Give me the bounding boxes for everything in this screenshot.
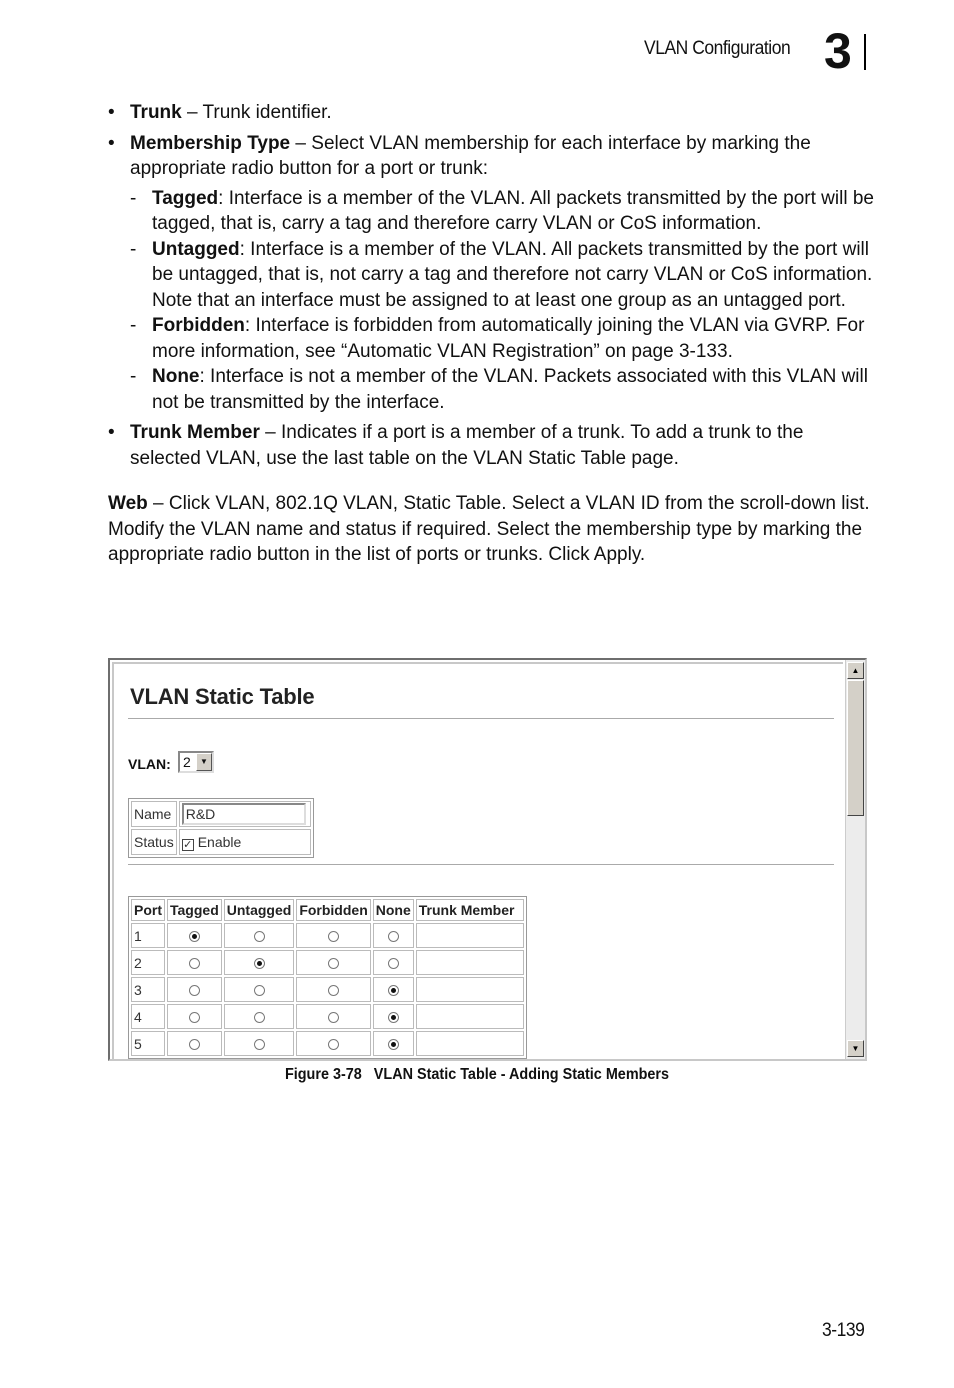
port-cell: 4 [131,1004,165,1029]
radio-forbidden[interactable] [328,958,339,969]
bullet-membership-type [108,131,874,182]
instruction-text: – Click VLAN, 802.1Q VLAN, Static Table. Select a VLAN ID from the scroll-down list. Modify the VLAN name and status if required. Select the membership type by marking the appropriate radio button in the list of ports or trunks. Click Apply. [108,493,870,565]
table-row [131,950,524,975]
col-tagged: Tagged [167,899,222,921]
vlan-label: VLAN: [128,756,171,772]
page-number: 3-139 [822,1320,865,1341]
radio-forbidden[interactable] [328,1039,339,1050]
radio-tagged[interactable] [189,958,200,969]
running-header-title: VLAN Configuration [644,38,791,59]
dash-item-untagged [108,237,874,314]
port-cell: 5 [131,1031,165,1056]
definition: – Trunk identifier. [181,102,332,123]
term: Web [108,493,148,514]
term: Membership Type [130,132,291,154]
membership-cell-forbidden [296,977,370,1002]
status-label: Status [131,829,177,855]
membership-cell-untagged [224,1004,295,1029]
header-rule [864,34,866,70]
membership-cell-tagged [167,1031,222,1056]
trunk-member-cell [416,923,524,948]
scroll-thumb[interactable] [847,680,864,816]
trunk-member-cell [416,950,524,975]
radio-tagged[interactable] [189,985,200,996]
col-port: Port [131,899,165,921]
port-cell: 1 [131,923,165,948]
chapter-number: 3 [824,23,852,79]
term: Trunk Member [130,422,260,443]
port-cell: 2 [131,950,165,975]
term: Untagged [152,238,240,260]
radio-none[interactable] [388,931,399,942]
dash-item-forbidden [108,313,874,364]
status-cell [179,829,311,855]
membership-cell-forbidden [296,923,370,948]
chevron-down-icon[interactable]: ▼ [196,753,212,771]
membership-cell-none [373,1031,414,1056]
body-text [108,100,874,568]
membership-cell-untagged [224,923,295,948]
table-row [131,1031,524,1056]
definition: : Interface is forbidden from automatically joining the VLAN via GVRP. For more information, see “Automatic VLAN Registration” on page 3-133. [152,315,865,362]
radio-forbidden[interactable] [328,985,339,996]
col-trunk-member: Trunk Member [416,899,524,921]
radio-forbidden[interactable] [328,931,339,942]
vlan-static-table-screenshot [108,658,867,1061]
figure-label: Figure 3-78 [284,1066,362,1083]
trunk-member-cell [416,977,524,1002]
vertical-scrollbar[interactable] [845,660,865,1059]
radio-untagged[interactable] [254,985,265,996]
scroll-down-icon[interactable]: ▼ [847,1040,864,1057]
name-label: Name [131,801,177,827]
status-row [131,829,311,855]
term: Tagged [152,187,219,209]
radio-none[interactable] [388,1039,399,1050]
membership-cell-none [373,977,414,1002]
radio-forbidden[interactable] [328,1012,339,1023]
membership-cell-untagged [224,950,295,975]
radio-untagged[interactable] [254,931,265,942]
enable-checkbox[interactable]: ✓ [183,838,193,851]
port-membership-table [128,896,527,1059]
name-input[interactable]: R&D [182,803,306,825]
figure-caption [48,1066,907,1084]
figure-caption-text: VLAN Static Table - Adding Static Members [373,1066,670,1083]
term: Forbidden [152,315,245,336]
trunk-member-cell [416,1031,524,1056]
membership-cell-none [373,1004,414,1029]
trunk-member-cell [416,1004,524,1029]
membership-cell-tagged [167,1004,222,1029]
col-untagged: Untagged [224,899,295,921]
radio-tagged[interactable] [189,1012,200,1023]
membership-cell-none [373,950,414,975]
radio-none[interactable] [388,958,399,969]
definition: – Select VLAN membership for each interface by marking the appropriate radio button for a port or trunk: [130,132,811,179]
radio-untagged[interactable] [254,958,265,969]
dash-item-none [108,364,874,415]
bullet-trunk [108,100,874,126]
screenshot-frame [112,662,843,1059]
membership-cell-tagged [167,977,222,1002]
membership-type-list [108,186,874,416]
name-row [131,801,311,827]
scroll-up-icon[interactable]: ▲ [847,662,864,679]
membership-cell-untagged [224,1031,295,1056]
term: Trunk [130,102,182,123]
col-forbidden: Forbidden [296,899,370,921]
col-none: None [373,899,414,921]
table-header [131,899,524,921]
web-instructions [108,491,874,568]
table-row [131,923,524,948]
radio-untagged[interactable] [254,1039,265,1050]
membership-cell-tagged [167,923,222,948]
section-divider [128,864,834,866]
membership-cell-none [373,923,414,948]
name-status-table [128,798,314,858]
radio-tagged[interactable] [189,1039,200,1050]
dash-item-tagged [108,186,874,237]
form-title: VLAN Static Table [130,684,315,709]
table-row [131,977,524,1002]
port-cell: 3 [131,977,165,1002]
vlan-select[interactable] [178,751,214,773]
enable-label: Enable [197,833,242,850]
term: None [152,366,200,387]
membership-cell-untagged [224,977,295,1002]
membership-cell-forbidden [296,1031,370,1056]
radio-none[interactable] [388,1012,399,1023]
membership-cell-tagged [167,950,222,975]
radio-untagged[interactable] [254,1012,265,1023]
radio-none[interactable] [388,985,399,996]
definition: – Indicates if a port is a member of a trunk. To add a trunk to the selected VLAN, use the last table on the VLAN Static Table page. [130,422,804,469]
bullet-trunk-member [108,420,874,471]
table-row [131,1004,524,1029]
definition: : Interface is a member of the VLAN. All packets transmitted by the port will be untagged, that is, not carry a tag and therefore not carry VLAN or CoS information. Note that an interface must be assigned to at least one group as an untagged port. [152,238,873,311]
port-rows [131,923,524,1056]
name-cell [179,801,311,827]
membership-cell-forbidden [296,950,370,975]
title-divider [128,718,834,720]
membership-cell-forbidden [296,1004,370,1029]
radio-tagged[interactable] [189,931,200,942]
vlan-select-value: 2 [183,754,191,770]
definition: : Interface is a member of the VLAN. All packets transmitted by the port will be tagged, that is, carry a tag and therefore carry VLAN or CoS information. [152,187,874,234]
definition: : Interface is not a member of the VLAN. Packets associated with this VLAN will not be transmitted by the interface. [152,366,868,413]
